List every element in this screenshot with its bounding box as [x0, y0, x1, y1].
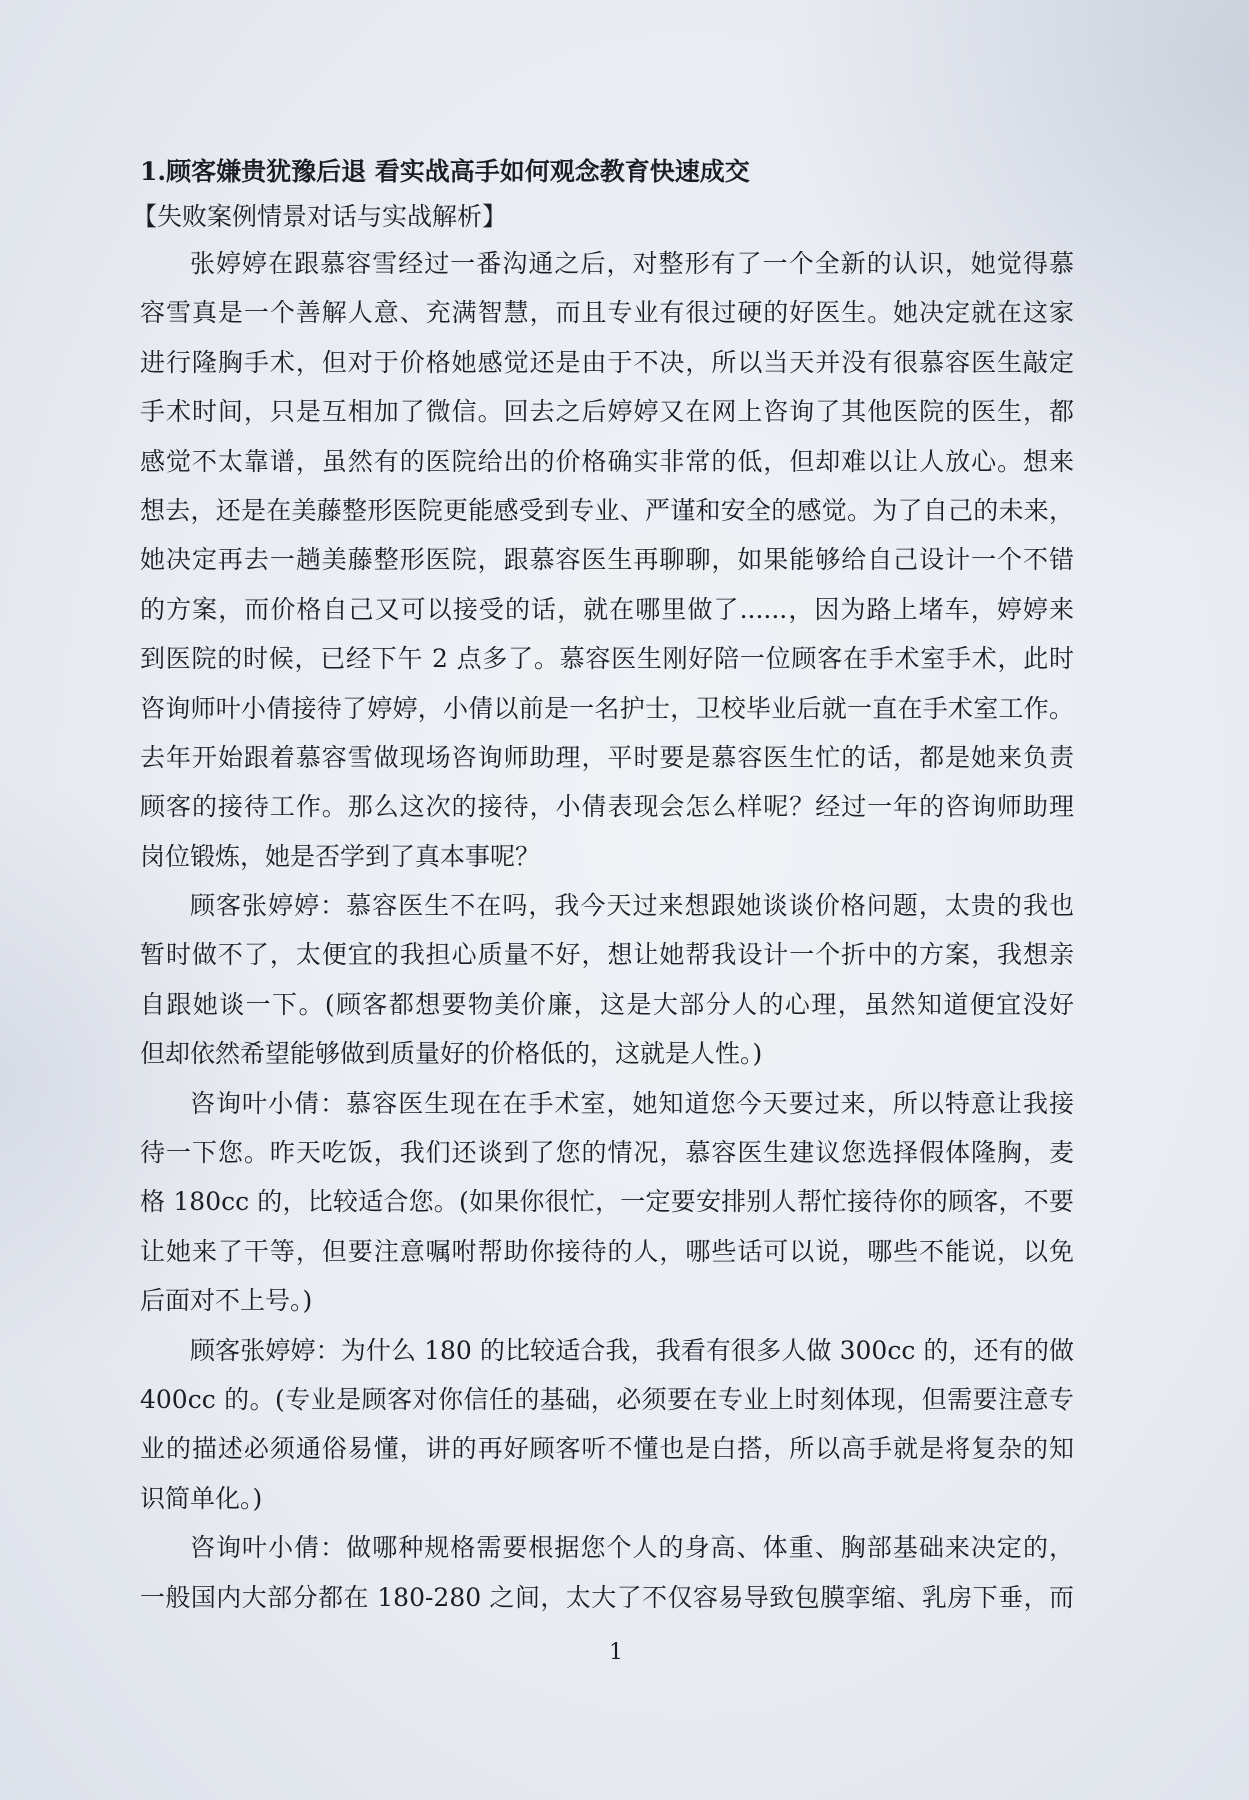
page-number: 1 [609, 1640, 623, 1665]
paragraph-line: 顾客的接待工作。那么这次的接待，小倩表现会怎么样呢？经过一年的咨询师助理 [140, 792, 1074, 822]
document-body [132, 149, 1074, 1622]
section-heading: 1.顾客嫌贵犹豫后退 看实战高手如何观念教育快速成交 [140, 157, 750, 186]
paragraph-line: 一般国内大部分都在 180-280 之间，太大了不仅容易导致包膜挛缩、乳房下垂，而 [140, 1582, 1074, 1612]
paragraph-line: 去年开始跟着慕容雪做现场咨询师助理，平时要是慕容医生忙的话，都是她来负责 [140, 742, 1074, 772]
paragraph-line: 顾客张婷婷：慕容医生不在吗，我今天过来想跟她谈谈价格问题，太贵的我也 [190, 891, 1074, 921]
paragraph-line: 咨询叶小倩：慕容医生现在在手术室，她知道您今天要过来，所以特意让我接 [190, 1088, 1074, 1118]
paragraph-line: 手术时间，只是互相加了微信。回去之后婷婷又在网上咨询了其他医院的医生，都 [140, 397, 1074, 427]
paragraph-consultant-1 [140, 1079, 1074, 1326]
paragraph-customer-2 [140, 1326, 1074, 1524]
paragraph-line: 暂时做不了，太便宜的我担心质量不好，想让她帮我设计一个折中的方案，我想亲 [140, 940, 1074, 970]
paragraph-consultant-2 [140, 1523, 1074, 1622]
paragraph-line: 岗位锻炼，她是否学到了真本事呢？ [140, 841, 541, 871]
paragraph-line: 400cc 的。(专业是顾客对你信任的基础，必须要在专业上时刻体现，但需要注意专 [140, 1384, 1074, 1414]
paragraph-line: 咨询师叶小倩接待了婷婷，小倩以前是一名护士，卫校毕业后就一直在手术室工作。 [140, 693, 1074, 723]
paragraph-line: 容雪真是一个善解人意、充满智慧，而且专业有很过硬的好医生。她决定就在这家 [140, 298, 1074, 328]
paragraph-line: 感觉不太靠谱，虽然有的医院给出的价格确实非常的低，但却难以让人放心。想来 [140, 446, 1074, 476]
paragraph-line: 进行隆胸手术，但对于价格她感觉还是由于不决，所以当天并没有很慕容医生敲定 [140, 347, 1074, 377]
paragraph-line: 的方案，而价格自己又可以接受的话，就在哪里做了......，因为路上堵车，婷婷来 [140, 594, 1074, 624]
paragraph-line: 想去，还是在美藤整形医院更能感受到专业、严谨和安全的感觉。为了自己的未来， [140, 495, 1074, 525]
paragraph-customer-1 [140, 881, 1074, 1079]
paragraph-line: 后面对不上号。) [140, 1286, 313, 1316]
paragraph-line: 张婷婷在跟慕容雪经过一番沟通之后，对整形有了一个全新的认识，她觉得慕 [190, 249, 1074, 278]
paragraph-line: 自跟她谈一下。(顾客都想要物美价廉，这是大部分人的心理，虽然知道便宜没好 [140, 989, 1074, 1019]
paragraph-line: 识简单化。) [140, 1483, 263, 1513]
paragraph-line: 咨询叶小倩：做哪种规格需要根据您个人的身高、体重、胸部基础来决定的， [190, 1533, 1074, 1563]
paragraph-narrative [140, 239, 1074, 881]
paragraph-line: 顾客张婷婷：为什么 180 的比较适合我，我看有很多人做 300cc 的，还有的做 [190, 1335, 1074, 1365]
paragraph-line: 她决定再去一趟美藤整形医院，跟慕容医生再聊聊，如果能够给自己设计一个不错 [140, 545, 1074, 575]
paragraph-line: 到医院的时候，已经下午 2 点多了。慕容医生刚好陪一位顾客在手术室手术，此时 [140, 644, 1074, 674]
paragraph-line: 但却依然希望能够做到质量好的价格低的，这就是人性。) [140, 1039, 763, 1069]
paragraph-line: 业的描述必须通俗易懂，讲的再好顾客听不懂也是白搭，所以高手就是将复杂的知 [140, 1434, 1074, 1464]
paragraph-line: 让她来了干等，但要注意嘱咐帮助你接待的人，哪些话可以说，哪些不能说，以免 [140, 1236, 1074, 1266]
paragraph-line: 待一下您。昨天吃饭，我们还谈到了您的情况，慕容医生建议您选择假体隆胸，麦 [140, 1138, 1074, 1168]
paragraph-line: 格 180cc 的，比较适合您。(如果你很忙，一定要安排别人帮忙接待你的顾客，不要 [140, 1187, 1074, 1217]
section-label: 【失败案例情景对话与实战解析】 [132, 202, 508, 231]
